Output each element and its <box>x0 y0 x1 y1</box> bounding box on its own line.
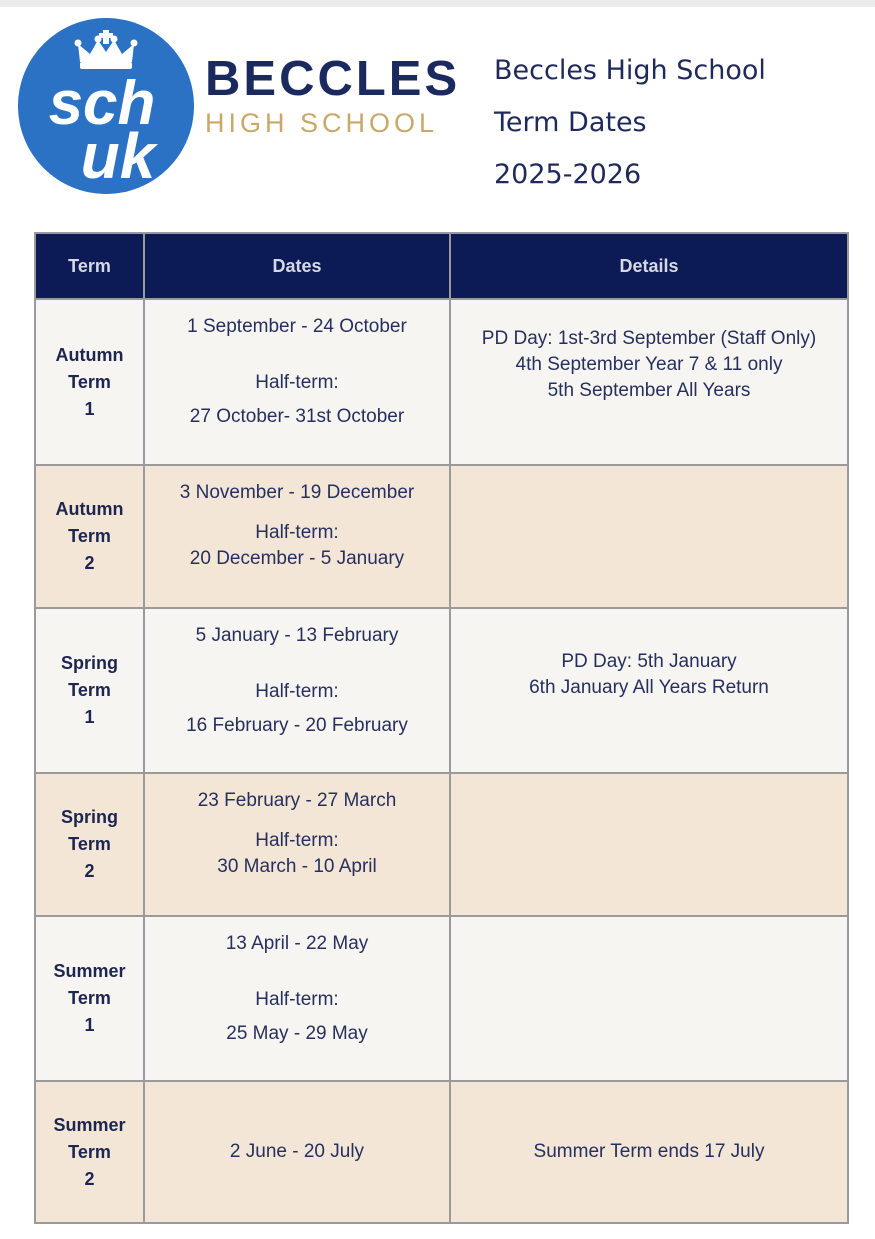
details-cell <box>450 1081 848 1223</box>
details-line: PD Day: 5th January <box>561 651 737 672</box>
details-cell <box>450 773 848 916</box>
dates-cell <box>144 608 450 773</box>
term-name: Spring <box>61 807 118 827</box>
half-term-range: 27 October- 31st October <box>189 406 405 427</box>
half-term-label: Half-term: <box>255 681 339 702</box>
dates-cell <box>144 773 450 916</box>
term-date-range: 3 November - 19 December <box>179 482 415 503</box>
title-school: Beccles High School <box>494 55 766 86</box>
term-number: 2 <box>84 861 95 881</box>
term-date-range: 23 February - 27 March <box>197 790 397 811</box>
top-bar <box>0 0 875 7</box>
term-name: Autumn <box>55 344 124 365</box>
details-cell <box>450 916 848 1081</box>
term-date-range: 2 June - 20 July <box>229 1141 365 1162</box>
logo-highschool-text: HIGH SCHOOL <box>205 108 439 138</box>
term-word: Term <box>68 371 111 392</box>
half-term-label: Half-term: <box>255 989 339 1010</box>
term-name: Summer <box>53 961 126 981</box>
details-cell <box>450 608 848 773</box>
term-word: Term <box>68 680 111 700</box>
term-number: 1 <box>84 707 95 727</box>
table-row <box>35 916 848 1081</box>
term-word: Term <box>68 526 111 546</box>
half-term-label: Half-term: <box>255 372 339 393</box>
term-cell <box>35 465 144 608</box>
half-term-range: 25 May - 29 May <box>226 1023 368 1044</box>
term-cell <box>35 1081 144 1223</box>
table-row <box>35 773 848 916</box>
term-dates-table <box>34 232 849 1224</box>
term-cell <box>35 608 144 773</box>
term-number: 2 <box>84 1168 95 1189</box>
dates-cell <box>144 1081 450 1223</box>
term-name: Summer <box>53 1114 126 1135</box>
details-line: 6th January All Years Return <box>529 677 769 698</box>
school-logo <box>18 18 194 194</box>
header-details: Details <box>450 233 848 299</box>
term-date-range: 1 September - 24 October <box>187 316 407 337</box>
details-cell <box>450 299 848 465</box>
dates-cell <box>144 465 450 608</box>
table-row <box>35 1081 848 1223</box>
details-line: 4th September Year 7 & 11 only <box>515 354 783 375</box>
details-line: 5th September All Years <box>547 380 751 401</box>
sch-uk-logo-icon <box>18 18 194 194</box>
table-header-row <box>35 233 848 299</box>
half-term-range: 20 December - 5 January <box>189 548 405 569</box>
details-line: PD Day: 1st-3rd September (Staff Only) <box>481 328 817 349</box>
half-term-range: 30 March - 10 April <box>217 856 377 877</box>
header-term: Term <box>35 233 144 299</box>
term-name: Autumn <box>55 499 124 519</box>
details-line: Summer Term ends 17 July <box>533 1141 765 1162</box>
term-date-range: 13 April - 22 May <box>225 933 369 954</box>
title-term-dates: Term Dates <box>494 107 647 138</box>
table-row <box>35 465 848 608</box>
table-row <box>35 608 848 773</box>
details-cell <box>450 465 848 608</box>
term-cell <box>35 916 144 1081</box>
dates-cell <box>144 299 450 465</box>
term-name: Spring <box>61 653 118 673</box>
page-title-block <box>494 45 766 201</box>
term-cell <box>35 299 144 465</box>
logo-wordmark <box>205 52 461 138</box>
term-word: Term <box>68 1141 111 1162</box>
term-number: 2 <box>84 553 95 573</box>
dates-cell <box>144 916 450 1081</box>
term-date-range: 5 January - 13 February <box>195 625 399 646</box>
half-term-label: Half-term: <box>255 830 339 851</box>
table-row <box>35 299 848 465</box>
half-term-range: 16 February - 20 February <box>186 715 408 736</box>
logo-beccles-text: BECCLES <box>205 52 461 106</box>
half-term-label: Half-term: <box>255 522 339 543</box>
title-year: 2025-2026 <box>494 159 642 190</box>
term-number: 1 <box>84 398 95 419</box>
term-number: 1 <box>84 1015 95 1035</box>
logo-sch-text: sch <box>48 69 156 138</box>
term-word: Term <box>68 988 111 1008</box>
term-word: Term <box>68 834 111 854</box>
term-cell <box>35 773 144 916</box>
header-dates: Dates <box>144 233 450 299</box>
logo-uk-text: uk <box>80 120 156 192</box>
